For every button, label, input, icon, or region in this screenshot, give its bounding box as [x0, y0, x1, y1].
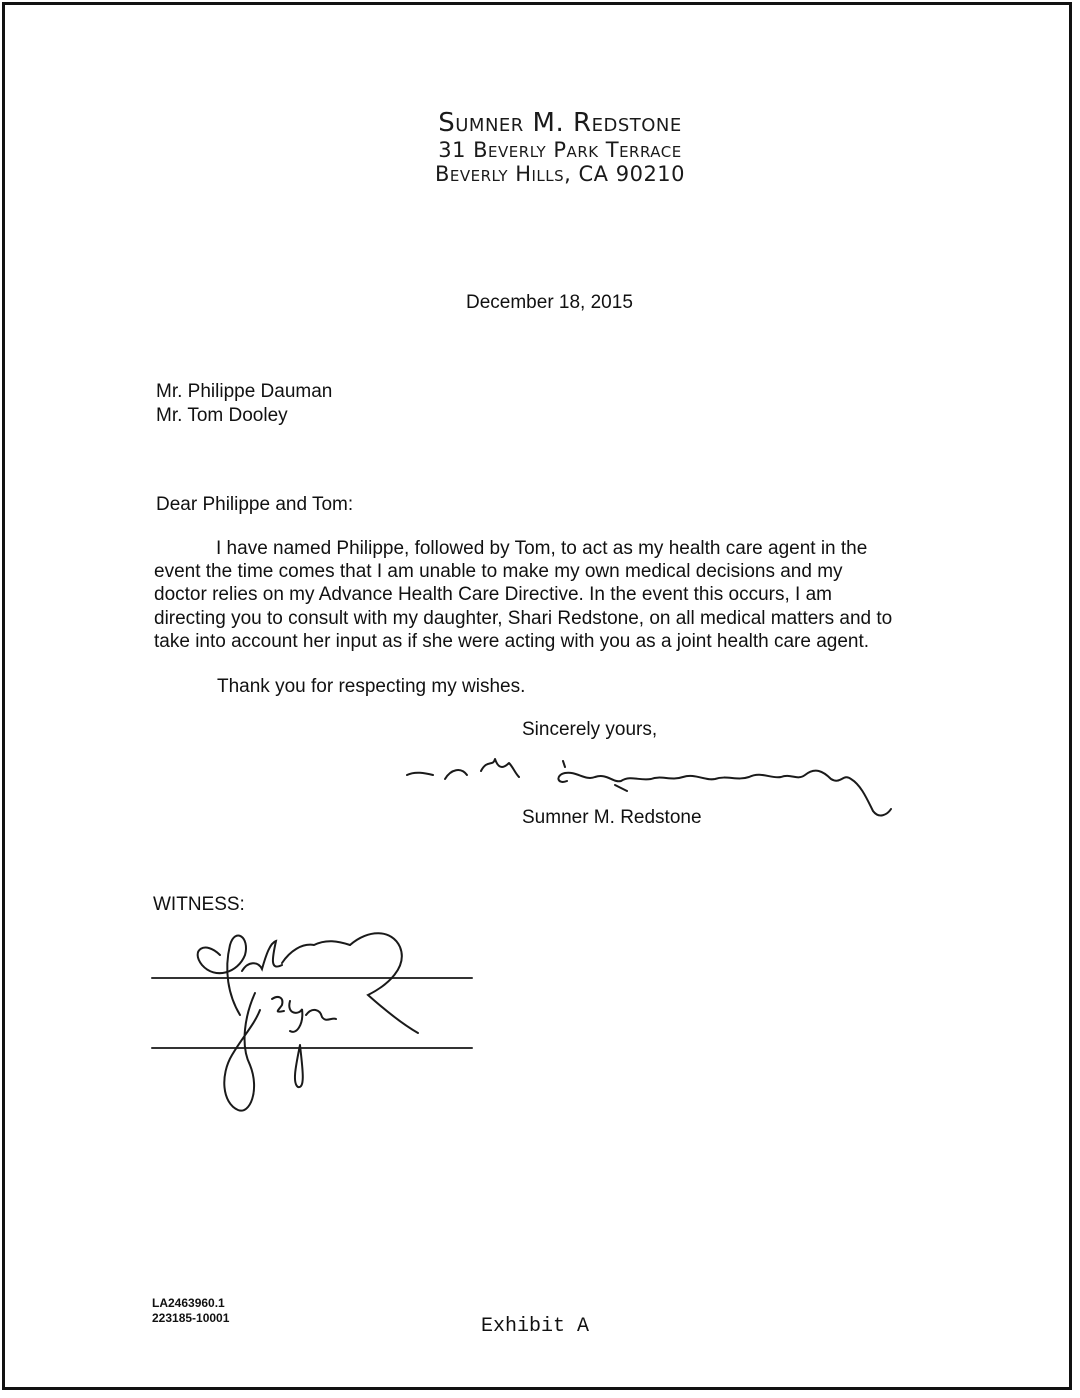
letter-date: December 18, 2015	[466, 292, 633, 313]
letterhead-street: 31 Beverly Park Terrace	[438, 138, 682, 162]
body-line: doctor relies on my Advance Health Care Directive. In the event this occurs, I am	[154, 584, 832, 606]
witness-signature-image	[150, 915, 480, 1125]
document-reference: 223185-10001	[152, 1311, 230, 1325]
body-line: event the time comes that I am unable to make my own medical decisions and my	[154, 561, 843, 583]
page-border	[2, 2, 1072, 1390]
closing: Sincerely yours,	[522, 719, 658, 740]
letterhead-city: Beverly Hills, CA 90210	[434, 162, 686, 186]
signer-name: Sumner M. Redstone	[522, 807, 702, 828]
witness-label: WITNESS:	[153, 894, 245, 915]
letterhead-name: Sumner M. Redstone	[438, 108, 682, 138]
recipient-line: Mr. Tom Dooley	[156, 405, 288, 426]
thanks-line: Thank you for respecting my wishes.	[217, 676, 526, 697]
salutation: Dear Philippe and Tom:	[156, 494, 354, 515]
exhibit-label: Exhibit A	[481, 1315, 590, 1338]
body-line: I have named Philippe, followed by Tom, to act as my health care agent in the	[216, 538, 868, 559]
document-reference: LA2463960.1	[152, 1296, 225, 1310]
body-paragraph	[154, 537, 954, 653]
body-line: take into account her input as if she were acting with you as a joint health care agent.	[154, 630, 870, 652]
recipient-line: Mr. Philippe Dauman	[156, 381, 333, 402]
body-line: directing you to consult with my daughter, Shari Redstone, on all medical matters and to	[154, 607, 893, 629]
